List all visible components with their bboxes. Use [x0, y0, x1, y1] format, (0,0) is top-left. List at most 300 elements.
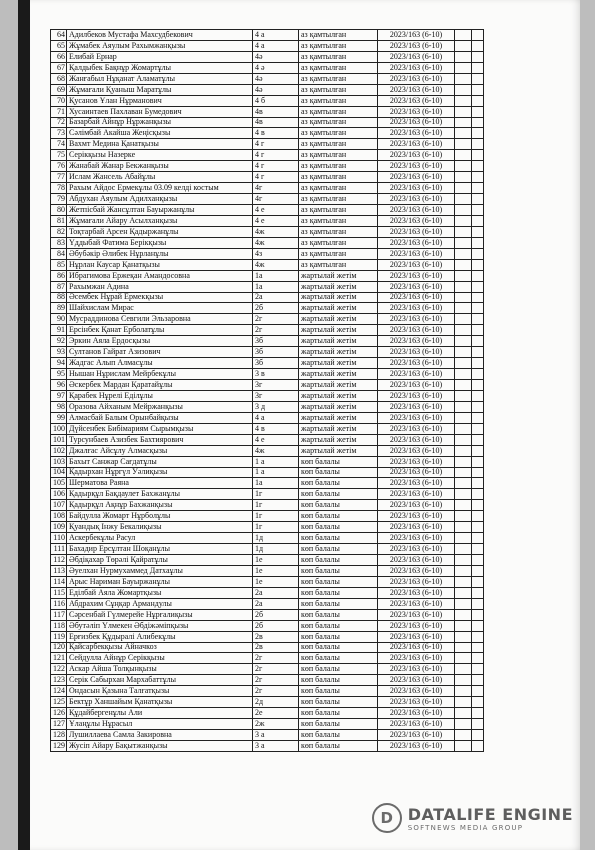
class-cell: 2б: [253, 609, 299, 620]
empty-cell: [455, 128, 472, 139]
order-cell: 2023/163 (6-10): [378, 598, 455, 609]
empty-cell: [472, 336, 484, 347]
empty-cell: [455, 522, 472, 533]
category-cell: аз қамтылған: [299, 150, 378, 161]
row-number: 103: [51, 456, 67, 467]
row-number: 83: [51, 237, 67, 248]
row-number: 117: [51, 609, 67, 620]
empty-cell: [455, 620, 472, 631]
class-cell: 4 г: [253, 161, 299, 172]
class-cell: 4ж: [253, 445, 299, 456]
empty-cell: [455, 740, 472, 751]
table-row: [51, 95, 484, 106]
student-name: Абдрахим Сұңқар Армандулы: [67, 598, 253, 609]
empty-cell: [455, 598, 472, 609]
category-cell: көп балалы: [299, 522, 378, 533]
empty-cell: [455, 292, 472, 303]
empty-cell: [455, 555, 472, 566]
order-cell: 2023/163 (6-10): [378, 325, 455, 336]
category-cell: көп балалы: [299, 598, 378, 609]
empty-cell: [472, 533, 484, 544]
order-cell: 2023/163 (6-10): [378, 226, 455, 237]
empty-cell: [472, 730, 484, 741]
empty-cell: [472, 478, 484, 489]
order-cell: 2023/163 (6-10): [378, 40, 455, 51]
category-cell: аз қамтылған: [299, 215, 378, 226]
empty-cell: [455, 565, 472, 576]
category-cell: көп балалы: [299, 456, 378, 467]
student-name: Қадырқұл Бақдаулет Бахжанұлы: [67, 489, 253, 500]
empty-cell: [472, 467, 484, 478]
order-cell: 2023/163 (6-10): [378, 73, 455, 84]
row-number: 92: [51, 336, 67, 347]
student-name: Хусаинтаев Пахлаван Бумедович: [67, 106, 253, 117]
table-row: [51, 719, 484, 730]
empty-cell: [455, 314, 472, 325]
empty-cell: [472, 380, 484, 391]
row-number: 74: [51, 139, 67, 150]
table-row: [51, 423, 484, 434]
class-cell: 3 а: [253, 740, 299, 751]
row-number: 111: [51, 544, 67, 555]
row-number: 89: [51, 303, 67, 314]
empty-cell: [472, 128, 484, 139]
row-number: 75: [51, 150, 67, 161]
empty-cell: [472, 489, 484, 500]
row-number: 80: [51, 205, 67, 216]
row-number: 82: [51, 226, 67, 237]
table-row: [51, 675, 484, 686]
empty-cell: [455, 631, 472, 642]
category-cell: жартылай жетім: [299, 292, 378, 303]
category-cell: көп балалы: [299, 511, 378, 522]
category-cell: аз қамтылған: [299, 106, 378, 117]
category-cell: аз қамтылған: [299, 183, 378, 194]
row-number: 79: [51, 194, 67, 205]
table-row: [51, 292, 484, 303]
order-cell: 2023/163 (6-10): [378, 467, 455, 478]
category-cell: жартылай жетім: [299, 325, 378, 336]
order-cell: 2023/163 (6-10): [378, 664, 455, 675]
empty-cell: [472, 194, 484, 205]
category-cell: көп балалы: [299, 653, 378, 664]
class-cell: 2г: [253, 664, 299, 675]
row-number: 108: [51, 511, 67, 522]
student-name: Турсунбаев Азизбек Бахтиярович: [67, 434, 253, 445]
row-number: 91: [51, 325, 67, 336]
row-number: 128: [51, 730, 67, 741]
row-number: 68: [51, 73, 67, 84]
row-number: 106: [51, 489, 67, 500]
order-cell: 2023/163 (6-10): [378, 347, 455, 358]
empty-cell: [472, 139, 484, 150]
student-name: Әбдіқахар Төрәлі Қайратұлы: [67, 555, 253, 566]
row-number: 112: [51, 555, 67, 566]
empty-cell: [472, 358, 484, 369]
row-number: 96: [51, 380, 67, 391]
student-name: Ислам Жансель Абайұлы: [67, 172, 253, 183]
class-cell: 2г: [253, 325, 299, 336]
category-cell: көп балалы: [299, 664, 378, 675]
class-cell: 3г: [253, 380, 299, 391]
order-cell: 2023/163 (6-10): [378, 117, 455, 128]
student-name: Бахыт Санжар Сағдатұлы: [67, 456, 253, 467]
table-row: [51, 500, 484, 511]
table-row: [51, 609, 484, 620]
student-name: Еділбай Аяла Жомартқызы: [67, 587, 253, 598]
table-row: [51, 642, 484, 653]
category-cell: аз қамтылған: [299, 117, 378, 128]
row-number: 72: [51, 117, 67, 128]
empty-cell: [472, 40, 484, 51]
table-row: [51, 489, 484, 500]
student-name: Әбубәкір Әлибек Нұрланұлы: [67, 248, 253, 259]
class-cell: 4 б: [253, 95, 299, 106]
order-cell: 2023/163 (6-10): [378, 434, 455, 445]
student-name: Оразова Айханым Мейржанқызы: [67, 401, 253, 412]
table-row: [51, 51, 484, 62]
table-row: [51, 445, 484, 456]
empty-cell: [472, 390, 484, 401]
student-name: Аскербекұлы Расул: [67, 533, 253, 544]
empty-cell: [455, 467, 472, 478]
row-number: 101: [51, 434, 67, 445]
class-cell: 3б: [253, 358, 299, 369]
student-name: Елибай Ернар: [67, 51, 253, 62]
table-row: [51, 522, 484, 533]
empty-cell: [472, 719, 484, 730]
class-cell: 1 а: [253, 467, 299, 478]
student-name: Эркин Аяла Ердосқызы: [67, 336, 253, 347]
empty-cell: [455, 270, 472, 281]
empty-cell: [472, 500, 484, 511]
row-number: 123: [51, 675, 67, 686]
class-cell: 4ж: [253, 237, 299, 248]
table-row: [51, 390, 484, 401]
student-name: Шайхислам Мирас: [67, 303, 253, 314]
row-number: 107: [51, 500, 67, 511]
empty-cell: [455, 205, 472, 216]
category-cell: көп балалы: [299, 642, 378, 653]
row-number: 99: [51, 412, 67, 423]
class-cell: 2а: [253, 292, 299, 303]
category-cell: жартылай жетім: [299, 412, 378, 423]
category-cell: көп балалы: [299, 719, 378, 730]
table-row: [51, 347, 484, 358]
empty-cell: [472, 565, 484, 576]
empty-cell: [472, 205, 484, 216]
empty-cell: [472, 697, 484, 708]
empty-cell: [455, 336, 472, 347]
order-cell: 2023/163 (6-10): [378, 478, 455, 489]
row-number: 94: [51, 358, 67, 369]
order-cell: 2023/163 (6-10): [378, 609, 455, 620]
table-row: [51, 434, 484, 445]
table-row: [51, 401, 484, 412]
student-name: Нышан Нұрислам Мейрбекұлы: [67, 369, 253, 380]
empty-cell: [455, 653, 472, 664]
row-number: 69: [51, 84, 67, 95]
table-row: [51, 172, 484, 183]
table-row: [51, 653, 484, 664]
class-cell: 1е: [253, 565, 299, 576]
empty-cell: [472, 740, 484, 751]
empty-cell: [455, 445, 472, 456]
row-number: 71: [51, 106, 67, 117]
order-cell: 2023/163 (6-10): [378, 730, 455, 741]
empty-cell: [455, 401, 472, 412]
table-row: [51, 40, 484, 51]
empty-cell: [455, 456, 472, 467]
table-row: [51, 620, 484, 631]
row-number: 104: [51, 467, 67, 478]
order-cell: 2023/163 (6-10): [378, 128, 455, 139]
student-name: Нұрлан Каусар Қанатқызы: [67, 259, 253, 270]
class-cell: 2д: [253, 697, 299, 708]
class-cell: 3г: [253, 390, 299, 401]
order-cell: 2023/163 (6-10): [378, 106, 455, 117]
class-cell: 4ә: [253, 51, 299, 62]
student-table: [50, 29, 484, 752]
empty-cell: [472, 369, 484, 380]
table-row: [51, 117, 484, 128]
table-row: [51, 314, 484, 325]
category-cell: көп балалы: [299, 620, 378, 631]
empty-cell: [455, 511, 472, 522]
order-cell: 2023/163 (6-10): [378, 30, 455, 41]
row-number: 125: [51, 697, 67, 708]
order-cell: 2023/163 (6-10): [378, 172, 455, 183]
student-name: Қадырхан Нұргүл Уәлиқызы: [67, 467, 253, 478]
empty-cell: [472, 106, 484, 117]
category-cell: жартылай жетім: [299, 401, 378, 412]
class-cell: 2ж: [253, 719, 299, 730]
empty-cell: [455, 730, 472, 741]
empty-cell: [472, 401, 484, 412]
empty-cell: [455, 150, 472, 161]
row-number: 109: [51, 522, 67, 533]
order-cell: 2023/163 (6-10): [378, 62, 455, 73]
empty-cell: [472, 314, 484, 325]
empty-cell: [472, 150, 484, 161]
empty-cell: [455, 358, 472, 369]
class-cell: 2в: [253, 642, 299, 653]
class-cell: 2г: [253, 675, 299, 686]
empty-cell: [455, 248, 472, 259]
table-row: [51, 281, 484, 292]
empty-cell: [472, 248, 484, 259]
student-name: Бектұр Ханшайым Қанатқызы: [67, 697, 253, 708]
class-cell: 4 в: [253, 423, 299, 434]
empty-cell: [455, 423, 472, 434]
row-number: 124: [51, 686, 67, 697]
class-cell: 2б: [253, 303, 299, 314]
student-name: Алмасбай Балым Орынбайқызы: [67, 412, 253, 423]
category-cell: көп балалы: [299, 675, 378, 686]
empty-cell: [472, 215, 484, 226]
student-name: Жанғабыл Нұқанат Аламатұлы: [67, 73, 253, 84]
student-name: Абдухан Аяулым Адилханқызы: [67, 194, 253, 205]
student-name: Құдайбергенұлы Али: [67, 708, 253, 719]
class-cell: 1е: [253, 576, 299, 587]
category-cell: көп балалы: [299, 555, 378, 566]
empty-cell: [472, 270, 484, 281]
category-cell: аз қамтылған: [299, 226, 378, 237]
order-cell: 2023/163 (6-10): [378, 620, 455, 631]
table-row: [51, 303, 484, 314]
empty-cell: [472, 587, 484, 598]
order-cell: 2023/163 (6-10): [378, 576, 455, 587]
class-cell: 1г: [253, 511, 299, 522]
table-row: [51, 215, 484, 226]
class-cell: 4 г: [253, 172, 299, 183]
empty-cell: [472, 281, 484, 292]
order-cell: 2023/163 (6-10): [378, 259, 455, 270]
scan-edge: [18, 0, 30, 850]
class-cell: 4 г: [253, 150, 299, 161]
category-cell: аз қамтылған: [299, 73, 378, 84]
table-row: [51, 686, 484, 697]
row-number: 110: [51, 533, 67, 544]
empty-cell: [455, 139, 472, 150]
table-row: [51, 664, 484, 675]
table-row: [51, 205, 484, 216]
student-name: Тоқтарбай Арсен Қадыржанұлы: [67, 226, 253, 237]
student-name: Үддыбай Фатима Берікқызы: [67, 237, 253, 248]
category-cell: көп балалы: [299, 467, 378, 478]
table-row: [51, 730, 484, 741]
class-cell: 2е: [253, 708, 299, 719]
empty-cell: [472, 598, 484, 609]
row-number: 119: [51, 631, 67, 642]
order-cell: 2023/163 (6-10): [378, 194, 455, 205]
empty-cell: [472, 675, 484, 686]
table-row: [51, 598, 484, 609]
category-cell: аз қамтылған: [299, 194, 378, 205]
empty-cell: [455, 95, 472, 106]
student-name: Әуелхан Нурмухаммед Датхаұлы: [67, 565, 253, 576]
student-name: Шерматова Раяна: [67, 478, 253, 489]
category-cell: аз қамтылған: [299, 237, 378, 248]
category-cell: аз қамтылған: [299, 172, 378, 183]
order-cell: 2023/163 (6-10): [378, 511, 455, 522]
table-row: [51, 106, 484, 117]
table-row: [51, 555, 484, 566]
order-cell: 2023/163 (6-10): [378, 587, 455, 598]
empty-cell: [472, 555, 484, 566]
category-cell: көп балалы: [299, 565, 378, 576]
category-cell: көп балалы: [299, 609, 378, 620]
empty-cell: [455, 719, 472, 730]
table-row: [51, 456, 484, 467]
order-cell: 2023/163 (6-10): [378, 215, 455, 226]
student-name: Вахмт Медина Қанатқызы: [67, 139, 253, 150]
order-cell: 2023/163 (6-10): [378, 555, 455, 566]
empty-cell: [472, 708, 484, 719]
empty-cell: [455, 390, 472, 401]
student-name: Аскар Айша Толқынқызы: [67, 664, 253, 675]
row-number: 116: [51, 598, 67, 609]
row-number: 64: [51, 30, 67, 41]
table-row: [51, 226, 484, 237]
table-row: [51, 194, 484, 205]
class-cell: 4ә: [253, 73, 299, 84]
row-number: 129: [51, 740, 67, 751]
order-cell: 2023/163 (6-10): [378, 631, 455, 642]
category-cell: жартылай жетім: [299, 347, 378, 358]
row-number: 67: [51, 62, 67, 73]
empty-cell: [472, 576, 484, 587]
category-cell: аз қамтылған: [299, 205, 378, 216]
class-cell: 4 е: [253, 434, 299, 445]
class-cell: 4 е: [253, 205, 299, 216]
category-cell: көп балалы: [299, 708, 378, 719]
table-row: [51, 511, 484, 522]
class-cell: 4 а: [253, 40, 299, 51]
category-cell: көп балалы: [299, 478, 378, 489]
empty-cell: [472, 95, 484, 106]
table-row: [51, 248, 484, 259]
row-number: 85: [51, 259, 67, 270]
empty-cell: [472, 51, 484, 62]
empty-cell: [455, 642, 472, 653]
student-name: Рахым Айдос Ермекұлы 03.09 келді костым: [67, 183, 253, 194]
student-name: Жетпісбай Жансұлтан Бауыржанұлы: [67, 205, 253, 216]
empty-cell: [455, 347, 472, 358]
student-name: Султанов Гайрат Азизович: [67, 347, 253, 358]
order-cell: 2023/163 (6-10): [378, 281, 455, 292]
category-cell: жартылай жетім: [299, 314, 378, 325]
category-cell: аз қамтылған: [299, 40, 378, 51]
class-cell: 3б: [253, 347, 299, 358]
order-cell: 2023/163 (6-10): [378, 544, 455, 555]
table-row: [51, 161, 484, 172]
order-cell: 2023/163 (6-10): [378, 84, 455, 95]
watermark-title: DATALIFE ENGINE: [407, 804, 573, 824]
table-row: [51, 533, 484, 544]
category-cell: аз қамтылған: [299, 51, 378, 62]
category-cell: көп балалы: [299, 740, 378, 751]
class-cell: 1д: [253, 533, 299, 544]
table-row: [51, 128, 484, 139]
order-cell: 2023/163 (6-10): [378, 358, 455, 369]
class-cell: 1а: [253, 478, 299, 489]
student-name: Жұмабек Аяулым Рахымжанқызы: [67, 40, 253, 51]
row-number: 93: [51, 347, 67, 358]
row-number: 86: [51, 270, 67, 281]
empty-cell: [472, 62, 484, 73]
order-cell: 2023/163 (6-10): [378, 456, 455, 467]
table-row: [51, 270, 484, 281]
empty-cell: [455, 500, 472, 511]
class-cell: 4ә: [253, 84, 299, 95]
class-cell: 1г: [253, 489, 299, 500]
student-name: Әскербек Мардан Қаратайұлы: [67, 380, 253, 391]
row-number: 105: [51, 478, 67, 489]
table-row: [51, 740, 484, 751]
empty-cell: [472, 303, 484, 314]
category-cell: жартылай жетім: [299, 303, 378, 314]
student-name: Қалдыбек Бақнұр Жомартұлы: [67, 62, 253, 73]
class-cell: 2г: [253, 314, 299, 325]
class-cell: 4 г: [253, 139, 299, 150]
empty-cell: [472, 522, 484, 533]
empty-cell: [455, 675, 472, 686]
class-cell: 4ж: [253, 226, 299, 237]
class-cell: 1 а: [253, 456, 299, 467]
table-row: [51, 544, 484, 555]
class-cell: 3б: [253, 336, 299, 347]
